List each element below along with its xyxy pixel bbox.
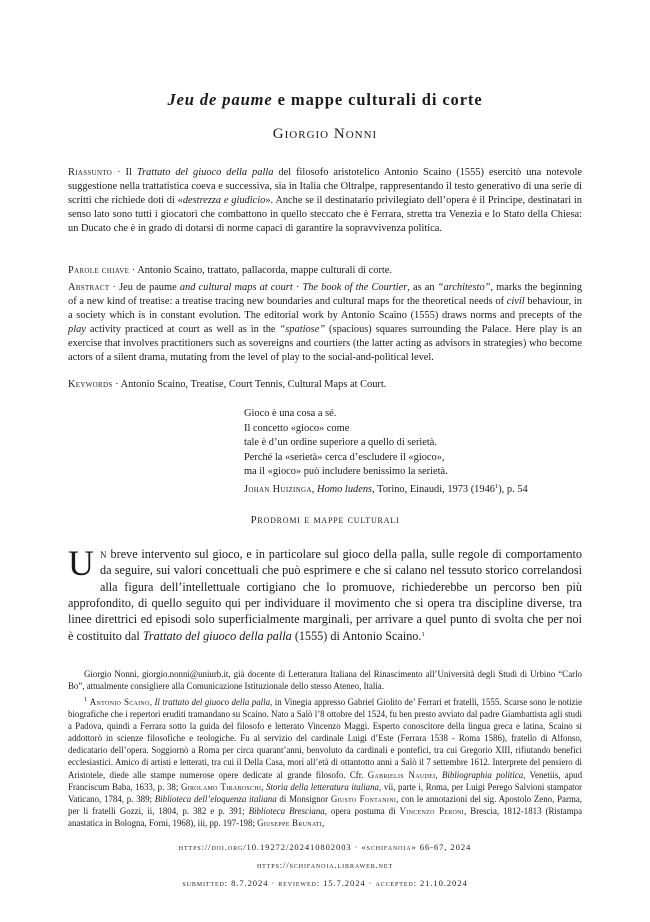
footnote-author: Antonio Scaino [89,697,150,707]
footnote-text: di Monsignor [276,793,331,804]
footnote-author: Giusto Fontanini [330,793,397,804]
abstract-text: · Jeu de paume [109,282,180,293]
abstract-text: behaviour, in a society which is in constant evolution. The editorial work by Antonio Scaino (1555) draws norms and precepts of the [68,296,582,322]
epigraph-line: tale è d’un ordine superiore a quello di serietà. [244,437,438,449]
footnote-text: , in Vinegia appresso Gabriel Giolito de’ Ferrari et fratelli, 1555. Scarse sono le notizie biografiche che i repertori eruditi tramandano su Scaino. Nato a Salò l’8 ottobre del 1524, fu ben presto avviato dal padre Giambattista agli studi a Padova, quindi a Ferrara sotto la guida del filosofo e letterato Vincenzo Maggi. Esperto conoscitore della lingua greca e latina, Scaino si addottorò in scienze filosofiche e teologiche. Fu al servizio del cardinale Luigi d’Este (Ferrara 1538 - Roma 1586), fratello di Alfonso, dedicatario dell’opera. Soggiornò a Roma per circa quarant’anni, benvoluto da cardinali e pontefici, tra cui Gregorio XIII, rifiutando benefici ecclesiastici. Amico di artisti e letterati, tra cui il Della Casa, morì all’età di ottantotto anni a Salò il 7 settembre 1612. Interprete del pensiero di Aristotele, diede alle stampe numerose opere dedicate al grande filosofo. Cfr. [68,697,583,780]
body-after: (1555) di Antonio Scaino. [291,629,422,644]
riassunto-text-a: del filosofo aristotelico Antonio Scaino (1555) esercitò una notevole suggestione nella trattatistica coeva e successiva, sia in Italia che Oltralpe, rappresentando il testo generativo di una serie di scritti che richiede doti di « [68,167,582,207]
body-italic: Trattato del giuoco della palla [142,629,292,644]
abstract-italic: and cultural maps at court [179,282,293,293]
epigraph-work: Homo ludens [316,483,373,495]
riassunto-italic-phrase: destrezza e giudicio [182,195,266,207]
abstract-text: , marks the beginning of a new kind of treatise: a treatise tracing new boundaries and cultural maps for the theoretical needs of [68,282,583,308]
abstract-italic: “architesto” [437,282,491,293]
title-rest: e mappe culturali di corte [272,90,483,109]
epigraph-author: Johan Huizinga [244,483,312,495]
footnote-text: , vii, parte i, Roma, per Luigi Perego Salvioni stampator Vaticano, 1784, p. 389; [68,781,583,804]
footnote-text: , opera postuma di [324,805,400,816]
footnote-ref[interactable]: 1 [421,631,425,639]
keywords-label: Keywords [68,379,113,390]
footnote-italic: Biblioteca dell’eloquenza italiana [154,793,277,804]
epigraph [244,407,584,498]
parole-chiave-text: · Antonio Scaino, trattato, pallacorda, mappe culturali di corte. [129,265,393,276]
footnote-text: , Venetiis, apud Franciscum Baba, 1633, p. 38; [68,769,583,792]
footnote-number: 1 [84,696,88,703]
epigraph-line: Perché la «serietà» cerca d’escludere il «gioco», [244,451,445,463]
footnote-author: Gabrielis Naudei [367,769,436,780]
body-paragraph [68,543,582,644]
riassunto-work-title: Trattato del giuoco della palla [136,167,274,178]
footnote-author: Girolamo Tiraboschi [180,781,262,792]
epigraph-details: , Torino, Einaudi, 1973 (1946 [372,483,495,495]
riassunto-paragraph [68,166,582,236]
footnote-italic: Il trattato del giuoco della palla [154,697,271,707]
footer-doi[interactable]: https://doi.org/10.19272/202410802003 · «schifanoia» 66-67, 2024 [178,842,472,852]
article-title [0,90,650,110]
parole-chiave-label: Parole chiave [68,265,130,276]
author-affiliation: Giorgio Nonni, giorgio.nonni@uniurb.it, già docente di Letteratura Italiana del Rinascimento all’Università degli Studi di Urbino “Carlo Bo”, attualmente consigliere alla Comunicazione Istituzionale dello stesso Ateneo, Italia. [68,669,582,692]
drop-cap: U [68,543,94,584]
footnote-author: Vincenzo Peroni [399,805,465,816]
body-first-word: n [100,547,107,562]
epigraph-comma: , [311,483,317,495]
footnote-text: , [149,697,155,707]
abstract-italic: play [68,324,86,336]
footnote-italic: Storia della letteratura italiana [266,781,379,792]
epigraph-edition-sup: 1 [494,482,499,490]
title-italic: Jeu de paume [167,90,273,109]
footer-dates: submitted: 8.7.2024 · reviewed: 15.7.2024 · accepted: 21.10.2024 [182,878,468,888]
epigraph-line: Il concetto «gioco» come [244,422,350,434]
footnote-text: , [261,781,267,792]
epigraph-line: ma il «gioco» può includere benissimo la serietà. [244,466,448,478]
body-text: breve intervento sul gioco, e in particolare sul gioco della palla, sulle regole di comportamento da seguire, sui valori concettuali che può esprimere e che si calano nel tessuto storico correlandosi alla figura dell’intellettuale cortigiano che lo promuove, richiederebbe un percorso ben più approfondito, di quello seguito qui per individuare il movimento che si opera tra discipline diverse, tra linee direttrici ed episodi solo superficialmente marginali, per arrivare a quel punto di svolta che per noi è costituito dal [68,547,582,644]
epigraph-citation [244,480,584,498]
epigraph-details: ), p. 54 [498,483,528,495]
author-name: Giorgio Nonni [272,126,378,142]
abstract-text: activity practiced at court as well as in the [85,324,280,336]
riassunto-text-b: ». Anche se il destinatario privilegiato dell’opera è il Principe, destinatari in senso lato sono tutti i giocatori che combattono in quello steccato che è Ferrara, stretta tra Venezia e lo Stato della Chiesa: un Ducato che è in grado di dotarsi di norme capaci di garantire la sopravvivenza politica. [68,195,582,235]
abstract-text: , as an [407,282,438,293]
abstract-italic: “spatiose” [279,324,326,336]
footnote-1 [68,694,582,829]
footer-url[interactable]: https://schifanoia.libraweb.net [256,860,394,870]
epigraph-line: Gioco è una cosa a sé. [244,408,337,419]
abstract-italic: civil [506,296,525,308]
abstract-label: Abstract [68,282,110,293]
footnote-text: , con le annotazioni del sig. Apostolo Zeno, Parma, per li fratelli Gozzi, ii, 1804, p. 382 e p. 391; [68,793,583,816]
abstract-italic: The book of the Courtier [302,282,408,293]
footnote-italic: Bibliographia politica [441,769,524,780]
footnote-text: , [322,817,325,828]
parole-chiave [68,264,582,278]
section-heading: Prodromi e mappe culturali [250,514,400,526]
abstract-paragraph [68,281,582,366]
footnote-italic: Biblioteca Bresciana [248,805,325,816]
footnote-text: , Brescia, 1812-1813 (Ristampa anastatica in Bologna, Forni, 1968), iii, pp. 197-198; [68,805,583,828]
riassunto-label: Riassunto [68,167,113,178]
footnote-text: , [435,769,442,780]
abstract-text: · [292,282,303,293]
keywords-text: · Antonio Scaino, Treatise, Court Tennis, Cultural Maps at Court. [112,379,387,390]
keywords [68,378,582,392]
abstract-text: (spacious) squares surrounding the Palace. Here play is an exercise that involves practitioners such as sovereigns and courtiers (the latter acting as advisors in strategies) who become actors of a silent drama, mutating from the level of play to the social-and-political level. [68,324,582,364]
riassunto-sep: · Il [112,167,137,178]
footnote-author: Giuseppe Brunati [257,817,323,828]
